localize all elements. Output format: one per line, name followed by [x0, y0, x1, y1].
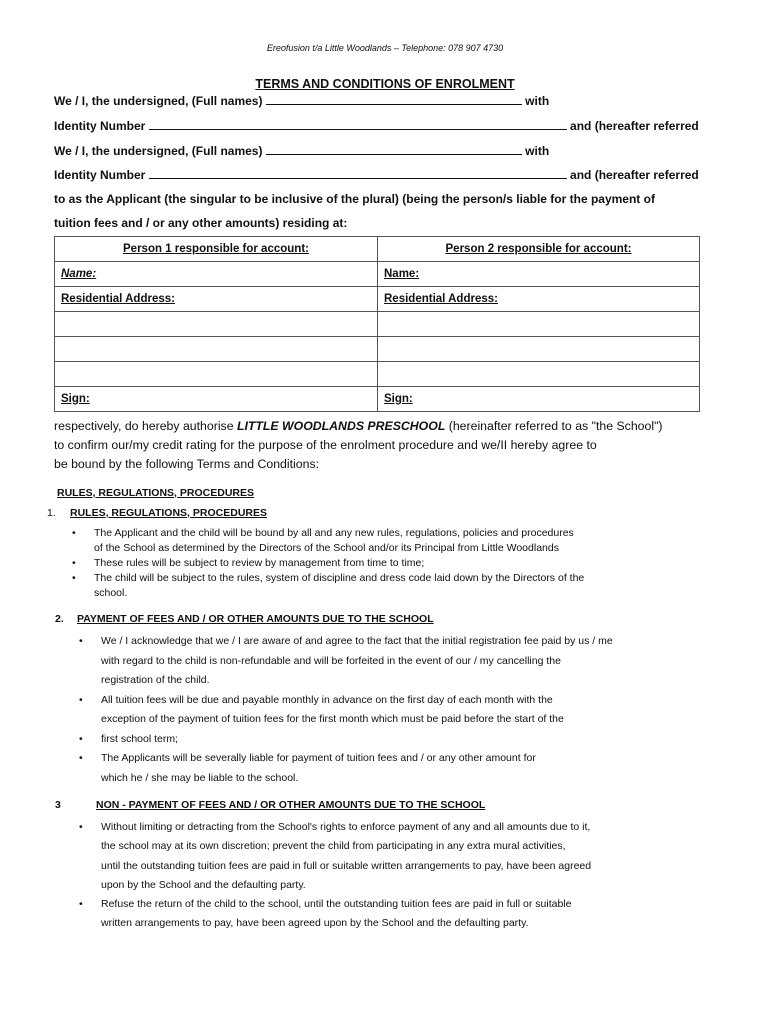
person2-address-line-2[interactable] — [378, 312, 700, 337]
list-item: • These rules will be subject to review by management from time to time; — [72, 557, 425, 569]
person1-header: Person 1 responsible for account: — [55, 237, 378, 262]
section-3-list — [79, 818, 701, 934]
person2-name-cell[interactable]: Name: — [378, 262, 700, 287]
table-row — [55, 287, 700, 312]
school-name: LITTLE WOODLANDS PRESCHOOL — [236, 419, 446, 433]
table-row — [55, 337, 700, 362]
table-row — [55, 387, 700, 412]
person2-address-line-4[interactable] — [378, 362, 700, 387]
intro-text: (hereinafter referred to as "the School") — [445, 419, 663, 433]
residing-line: tuition fees and / or any other amounts) residing at: — [54, 216, 348, 230]
hereafter-label: and (hereafter referred — [570, 168, 699, 182]
identity-blank-2[interactable] — [149, 167, 567, 179]
rules-heading: RULES, REGULATIONS, PROCEDURES — [57, 487, 254, 499]
full-names-line-2 — [54, 143, 549, 158]
bullet-icon: • — [79, 898, 83, 911]
person2-header: Person 2 responsible for account: — [378, 237, 700, 262]
header-contact-line: Ereofusion t/a Little Woodlands – Telephone: 078 907 4730 — [266, 43, 504, 53]
list-item: • The Applicant and the child will be bound by all and any new rules, regulations, policies and procedures of the School as determined by the Directors of the School and/or its Principal from Little Woodlands — [72, 527, 574, 554]
hereafter-label: and (hereafter referred — [570, 119, 699, 133]
document-title: TERMS AND CONDITIONS OF ENROLMENT — [255, 77, 515, 91]
full-names-line-1 — [54, 93, 549, 108]
list-item: • Without limiting or detracting from the School's rights to enforce payment of any and all amounts due to it, the school may at its own discretion; prevent the child from participating in any extra mural activities, until the outstanding tuition fees are paid in full or suitable written arrangements to pay, have been agreed upon by the School and the defaulting party. — [101, 818, 701, 895]
list-item: • first school term; — [101, 730, 701, 750]
section-2-number: 2. — [55, 613, 64, 625]
identity-line-2 — [54, 167, 699, 182]
person2-address-cell[interactable]: Residential Address: — [378, 287, 700, 312]
identity-label: Identity Number — [54, 119, 146, 133]
table-row — [55, 362, 700, 387]
intro-line-3: be bound by the following Terms and Conditions: — [54, 457, 320, 471]
intro-text: respectively, do hereby authorise — [54, 419, 237, 433]
section-3-number: 3 — [55, 799, 61, 811]
intro-line-1 — [54, 417, 714, 436]
person1-address-line-4[interactable] — [55, 362, 378, 387]
list-item: • The Applicants will be severally liable for payment of tuition fees and / or any other amount for which he / she may be liable to the school. — [101, 749, 701, 788]
identity-line-1 — [54, 118, 699, 133]
list-item: • All tuition fees will be due and payable monthly in advance on the first day of each month with the exception of the payment of tuition fees for the first month which must be paid before the start of the — [101, 691, 701, 730]
bullet-icon: • — [72, 557, 76, 569]
person2-sign-cell[interactable]: Sign: — [378, 387, 700, 412]
person1-name-cell[interactable]: Name: — [55, 262, 378, 287]
full-names-blank-1[interactable] — [266, 93, 522, 105]
bullet-icon: • — [79, 732, 83, 745]
full-names-label: We / I, the undersigned, (Full names) — [54, 94, 263, 108]
table-row — [55, 262, 700, 287]
with-label: with — [525, 144, 550, 158]
bullet-icon: • — [79, 693, 83, 706]
person2-address-line-3[interactable] — [378, 337, 700, 362]
person1-address-line-2[interactable] — [55, 312, 378, 337]
section-2-heading: PAYMENT OF FEES AND / OR OTHER AMOUNTS DUE TO THE SCHOOL — [77, 613, 434, 625]
bullet-icon: • — [79, 821, 83, 833]
bullet-icon: • — [72, 527, 76, 539]
with-label: with — [525, 94, 550, 108]
bullet-icon: • — [79, 635, 83, 647]
identity-blank-1[interactable] — [149, 118, 567, 130]
table-row — [55, 237, 700, 262]
identity-label: Identity Number — [54, 168, 146, 182]
full-names-blank-2[interactable] — [266, 143, 522, 155]
full-names-label: We / I, the undersigned, (Full names) — [54, 144, 263, 158]
intro-line-2: to confirm our/my credit rating for the purpose of the enrolment procedure and we/II hereby agree to — [54, 438, 597, 452]
person1-address-cell[interactable]: Residential Address: — [55, 287, 378, 312]
section-1-list — [72, 526, 694, 601]
bullet-icon: • — [72, 572, 76, 584]
authorisation-paragraph — [54, 417, 714, 474]
section-1-heading: RULES, REGULATIONS, PROCEDURES — [70, 507, 267, 519]
section-3-heading: NON - PAYMENT OF FEES AND / OR OTHER AMOUNTS DUE TO THE SCHOOL — [96, 799, 486, 811]
person1-address-line-3[interactable] — [55, 337, 378, 362]
person1-sign-cell[interactable]: Sign: — [55, 387, 378, 412]
section-2-list — [79, 632, 701, 788]
section-1-number: 1. — [47, 507, 56, 519]
list-item: • The child will be subject to the rules, system of discipline and dress code laid down by the Directors of the school. — [72, 572, 585, 599]
table-row — [55, 312, 700, 337]
list-item: • Refuse the return of the child to the school, until the outstanding tuition fees are paid in full or suitable written arrangements to pay, have been agreed upon by the School and the defaulting party. — [101, 895, 701, 934]
bullet-icon: • — [79, 752, 83, 764]
applicant-definition-line: to as the Applicant (the singular to be inclusive of the plural) (being the person/s liable for the payment of — [54, 192, 655, 206]
list-item: • We / I acknowledge that we / I are aware of and agree to the fact that the initial registration fee paid by us / me with regard to the child is non-refundable and will be forfeited in the event of our / my cancelling the registration of the child. — [101, 632, 701, 691]
account-holders-table — [54, 236, 700, 412]
